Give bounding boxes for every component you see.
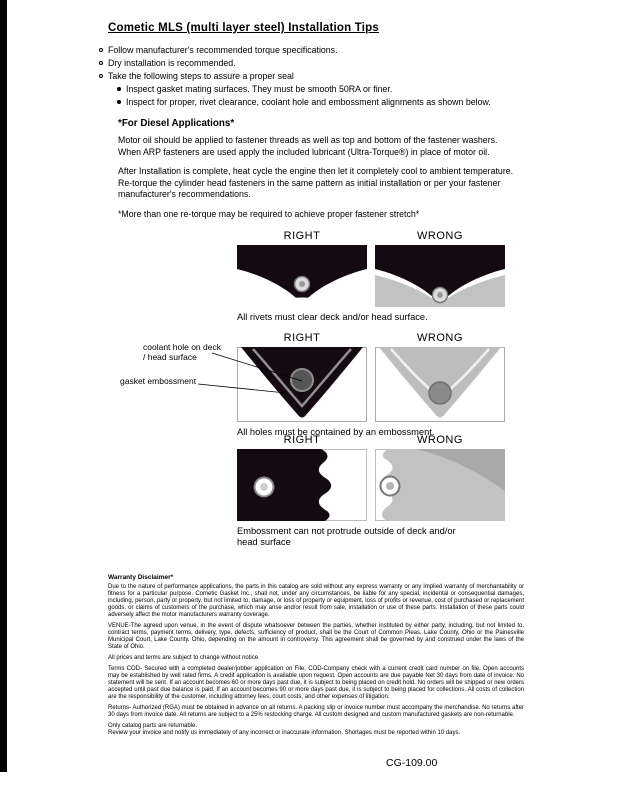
legal-paragraph: Review your invoice and notify us immediately of any incorrect or inaccurate information. Shortages must be reported within 10 days.	[108, 730, 461, 736]
rivet-caption: All rivets must clear deck and/or head surface.	[237, 312, 428, 322]
rivet-clearance-wrong-diagram	[375, 245, 505, 307]
warranty-heading: Warranty Disclaimer*	[108, 574, 174, 581]
diesel-paragraph-2: After Installation is complete, heat cycle the engine then let it completely cool to ambient temperature. Re-torque the cylinder head fasteners in the same pattern as initial installation or per your fastener manufacturer's recommendations.	[118, 166, 514, 199]
embossment-caption: Embossment can not protrude outside of deck and/or head surface	[237, 526, 456, 547]
right-label: RIGHT	[283, 434, 321, 446]
wrong-label: WRONG	[417, 434, 463, 446]
circle-bullet-icon	[99, 74, 103, 78]
wrong-label: WRONG	[417, 332, 463, 344]
legal-paragraph: VENUE-The agreed upon venue, in the event of dispute whatsoever between the parties, whether instituted by either party, including, but not limited to, contract terms, payment terms, delivery, type, defects, sufficiency of product, shall be the Court of Common Pleas, Lake County, Ohio or the Painesville Municipal Court, Lake County, Ohio, depending on the amount in controversy. This agreement shall be governed by and construed under the laws of the State of Ohio.	[108, 623, 524, 650]
embossment-wrong-diagram	[375, 449, 505, 521]
right-label: RIGHT	[283, 332, 321, 344]
legal-paragraph: Returns- Authorized (RGA) must be obtained in advance on all returns. A packing slip or invoice number must accompany the merchandise. No returns after 30 days from invoice date. All returns are subject to a 25% restocking charge. All custom designed and custom manufactured gaskets are non-returnable.	[108, 705, 524, 718]
legal-paragraph: All prices and terms are subject to change without notice.	[108, 655, 260, 661]
circle-bullet-icon	[99, 61, 103, 65]
page-title: Cometic MLS (multi layer steel) Installation Tips	[108, 22, 379, 34]
disc-bullet-icon	[117, 100, 121, 104]
hole-embossment-wrong-diagram	[375, 347, 505, 422]
tip-sub-bullet	[99, 83, 529, 96]
diagram-images	[237, 245, 505, 307]
label-pointer-lines	[128, 340, 308, 410]
diesel-applications-heading: *For Diesel Applications*	[118, 118, 235, 129]
tip-bullet	[99, 70, 529, 83]
tip-bullet	[99, 57, 529, 70]
diagram-row-embossment	[237, 434, 505, 548]
disc-bullet-icon	[117, 87, 121, 91]
installation-tips-list	[99, 44, 529, 109]
holes-caption: All holes must be contained by an embossment.	[237, 427, 435, 437]
tip-bullet-text: Take the following steps to assure a proper seal	[108, 71, 294, 81]
tip-sub-bullet	[99, 96, 529, 109]
diagram-headers	[237, 434, 505, 446]
page-number: CG-109.00	[386, 757, 438, 769]
right-label: RIGHT	[283, 230, 321, 242]
tip-bullet	[99, 44, 529, 57]
circle-bullet-icon	[99, 48, 103, 52]
embossment-right-diagram	[237, 449, 367, 521]
legal-paragraph: Only catalog parts are returnable.	[108, 723, 198, 729]
coolant-hole-label: coolant hole on deck / head surface	[143, 342, 221, 362]
tip-sub-bullet-text: Inspect gasket mating surfaces. They must be smooth 50RA or finer.	[126, 84, 393, 94]
legal-paragraph: Due to the nature of performance applications, the parts in this catalog are sold without any express warranty or any implied warranty of merchantability or fitness for a particular purpose. Cometic Gasket Inc., shall not, under any circumstances, be liable for any special, incidental or consequential damages, including, person, party or property, but not limited to, damage, or loss of property or equipment, loss of profits or revenue, cost of purchased or replacement goods, or claims of customers of the purchase, which may arise and/or result from sale, installation or use of these parts. Installation of these parts could adversely affect the motor manufacturers warranty coverage.	[108, 584, 524, 618]
page-spine-bar	[0, 0, 7, 772]
diagram-headers	[237, 230, 505, 242]
diagram-row-rivets	[237, 230, 505, 323]
tip-bullet-text: Follow manufacturer's recommended torque specifications.	[108, 45, 338, 55]
diesel-paragraph-1: Motor oil should be applied to fastener threads as well as top and bottom of the fastener washers. When ARP fasteners are used apply the included lubricant (Ultra-Torque®) in place of motor oil.	[118, 135, 498, 157]
legal-paragraph: Terms COD- Secured with a completed dealer/jobber application on File, COD-Company check with a current credit card number on file. Open accounts may be established by well rated firms. A credit application is available upon request. Open accounts are due payable Net 30 days from date of invoice. No statement will be sent. If an account becomes 60 or more days past due, it is subject to being placed on credit hold. No orders will be shipped or new orders accepted until past due balance is paid. If an account becomes 90 or more days past due, it is subject to being placed for collections. All costs of collection are the responsibility of the customer, including attorney fees, court costs, and other expenses of litigation.	[108, 666, 524, 700]
gasket-embossment-label: gasket embossment	[120, 376, 197, 386]
warranty-disclaimer-section	[108, 574, 524, 741]
rivet-clearance-right-diagram	[237, 245, 367, 307]
retorque-note: *More than one re-torque may be required to achieve proper fastener stretch*	[118, 209, 420, 219]
tip-sub-bullet-text: Inspect for proper, rivet clearance, coolant hole and embossment alignments as shown below.	[126, 97, 491, 107]
wrong-label: WRONG	[417, 230, 463, 242]
tip-bullet-text: Dry installation is recommended.	[108, 58, 236, 68]
diagram-images	[237, 449, 505, 521]
